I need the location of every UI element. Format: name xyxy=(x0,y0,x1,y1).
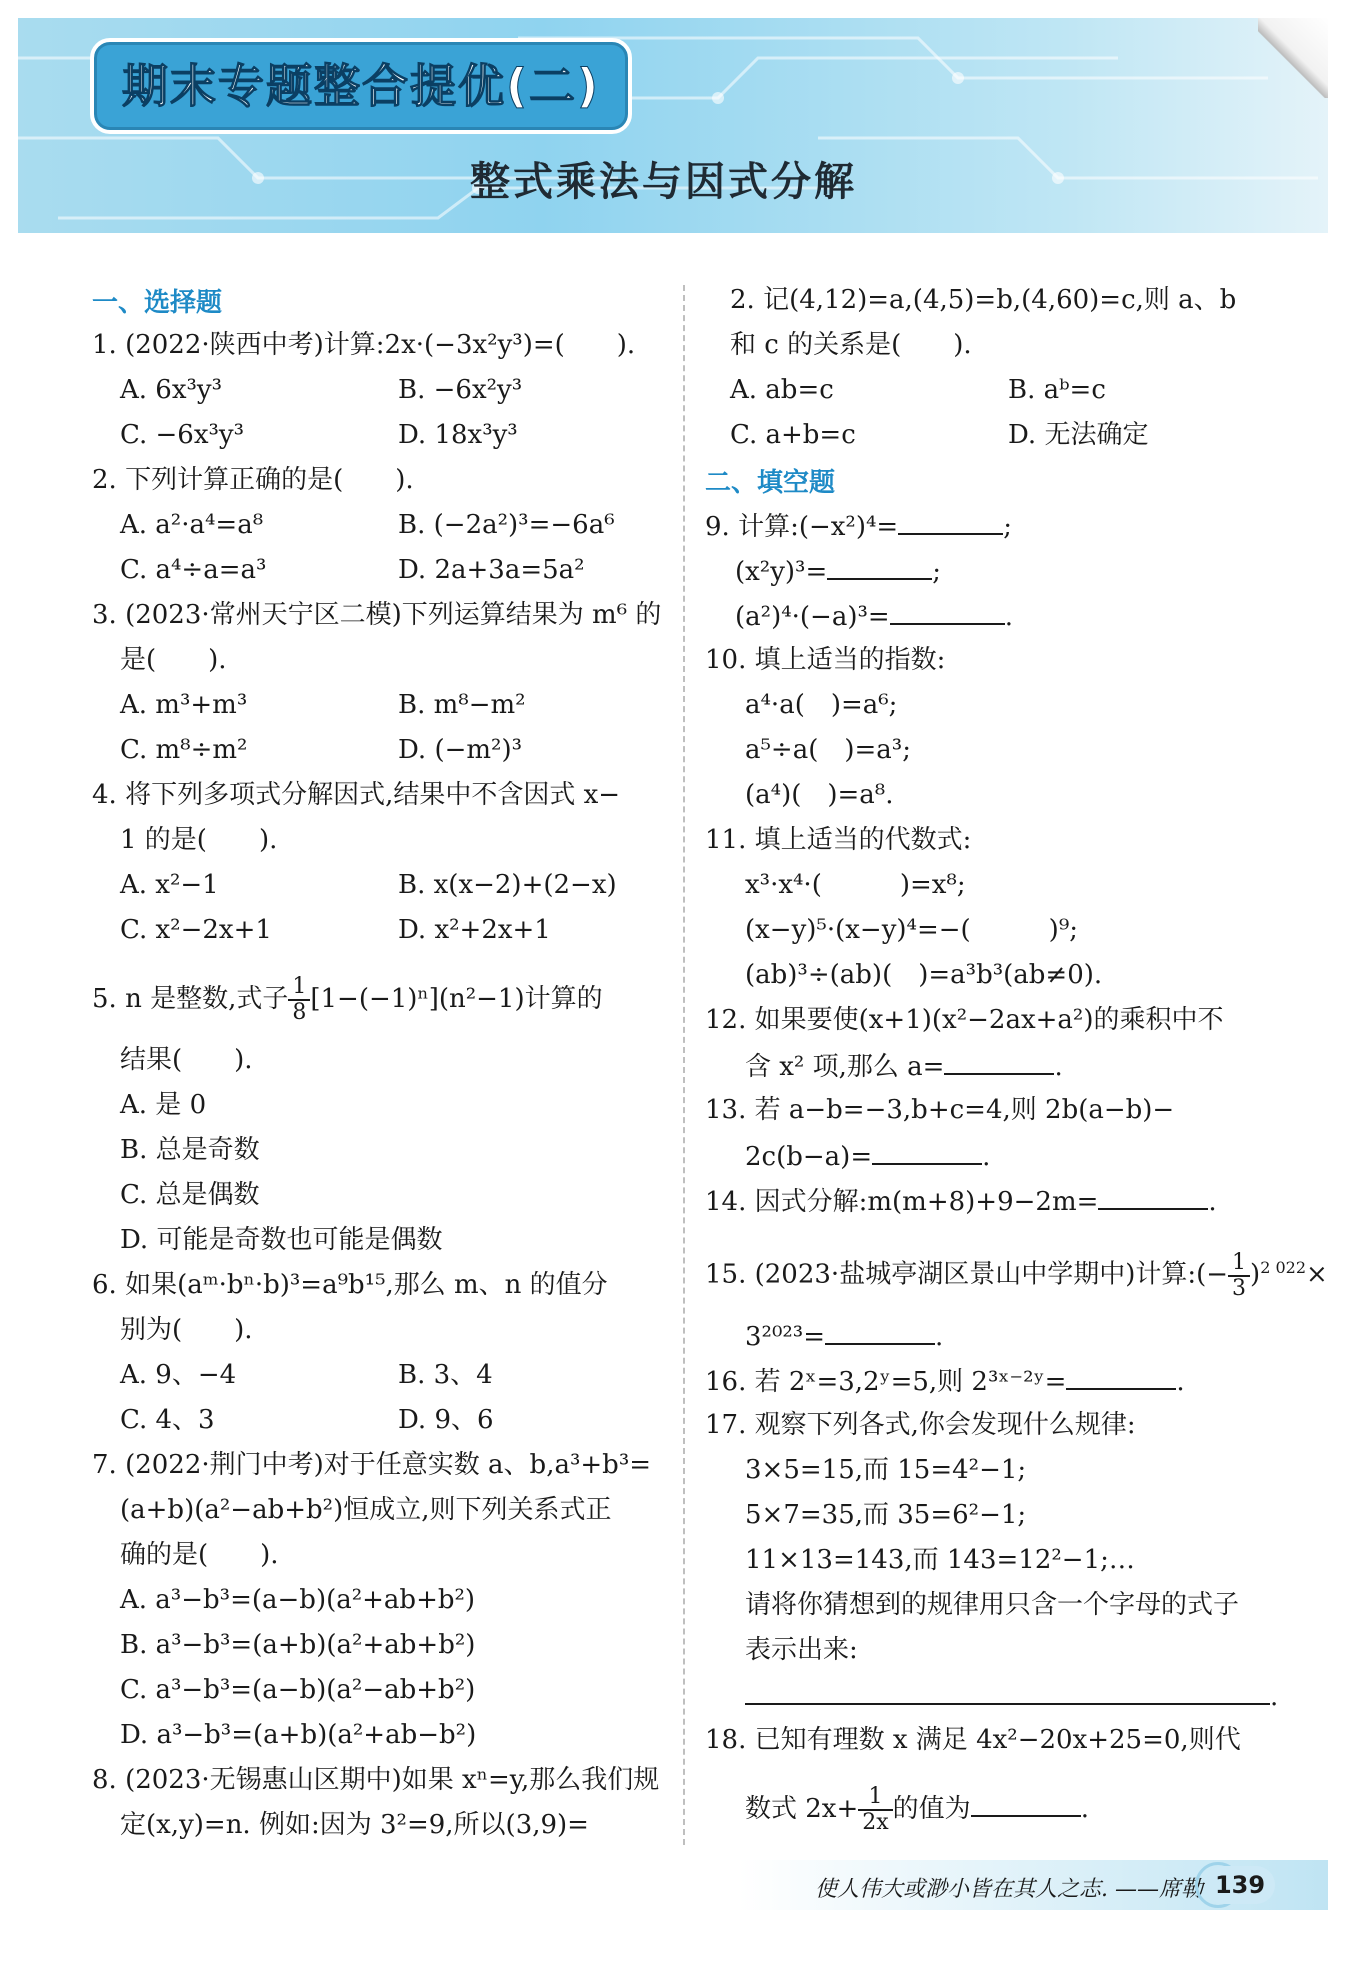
q15-times: × xyxy=(1306,1259,1328,1290)
q11-line-3: (ab)³÷(ab)( )=a³b³(ab≠0). xyxy=(745,960,1103,990)
q9b-semicolon: ; xyxy=(932,557,942,587)
question-3-cont: 是( ). xyxy=(120,645,227,675)
question-8: 8. (2023·无锡惠山区期中)如果 xⁿ=y,那么我们规 xyxy=(92,1765,660,1795)
q1-option-d: D. 18x³y³ xyxy=(398,420,518,450)
question-2: 2. 下列计算正确的是( ). xyxy=(92,465,414,495)
q18-text-b: 的值为 xyxy=(892,1794,971,1824)
column-divider xyxy=(683,285,685,1845)
q17-period: . xyxy=(1270,1682,1279,1712)
q17-line-5: 表示出来: xyxy=(745,1635,858,1665)
q8-option-c: C. a+b=c xyxy=(730,420,856,450)
q4-option-a: A. x²−1 xyxy=(120,870,219,900)
q3-option-d: D. (−m²)³ xyxy=(398,735,523,765)
q5-text-a: 5. n 是整数,式子 xyxy=(92,984,289,1014)
question-18: 18. 已知有理数 x 满足 4x²−20x+25=0,则代 xyxy=(705,1725,1241,1755)
q3-option-c: C. m⁸÷m² xyxy=(120,735,248,765)
q10-line-3: (a⁴)( )=a⁸. xyxy=(745,780,894,810)
q15-cont-text: 3²⁰²³= xyxy=(745,1322,826,1352)
q2-option-b: B. (−2a²)³=−6a⁶ xyxy=(398,510,615,540)
q2-option-d: D. 2a+3a=5a² xyxy=(398,555,585,585)
q11-line-2: (x−y)⁵·(x−y)⁴=−( )⁹; xyxy=(745,915,1078,945)
q18-fraction xyxy=(858,1785,892,1835)
q5-option-b: B. 总是奇数 xyxy=(120,1135,260,1165)
question-15 xyxy=(705,1250,1328,1301)
question-6-cont: 别为( ). xyxy=(120,1315,253,1345)
question-4-cont: 1 的是( ). xyxy=(120,825,278,855)
q12-period: . xyxy=(1054,1052,1063,1082)
question-13-cont xyxy=(745,1137,990,1175)
q15-paren-left: (− xyxy=(1196,1259,1229,1290)
q6-option-c: C. 4、3 xyxy=(120,1405,215,1435)
q9a-blank[interactable] xyxy=(898,507,1003,535)
question-12: 12. 如果要使(x+1)(x²−2ax+a²)的乘积中不 xyxy=(705,1005,1224,1035)
q9b-text: (x²y)³= xyxy=(735,557,828,587)
q15-frac-num: 1 xyxy=(1228,1251,1250,1277)
q18-period: . xyxy=(1080,1794,1089,1824)
q17-blank[interactable] xyxy=(745,1677,1270,1705)
question-9c xyxy=(735,597,1013,635)
q8-sub2-cont: 和 c 的关系是( ). xyxy=(730,330,972,360)
question-9a xyxy=(705,507,1012,545)
question-16 xyxy=(705,1362,1185,1400)
q17-answer-line xyxy=(745,1677,1278,1715)
q1-option-c: C. −6x³y³ xyxy=(120,420,245,450)
page-number: 139 xyxy=(1205,1866,1275,1904)
q6-option-a: A. 9、−4 xyxy=(120,1360,237,1390)
q15-fraction xyxy=(1228,1251,1250,1301)
chapter-tag-text: 期末专题整合提优(二) xyxy=(122,59,601,113)
page-curl xyxy=(1258,18,1328,98)
q7-option-d: D. a³−b³=(a+b)(a²+ab−b²) xyxy=(120,1720,477,1750)
q7-option-b: B. a³−b³=(a+b)(a²+ab+b²) xyxy=(120,1630,476,1660)
q6-option-b: B. 3、4 xyxy=(398,1360,493,1390)
q10-line-1: a⁴·a( )=a⁶; xyxy=(745,690,898,720)
q18-frac-den: 2x xyxy=(862,1810,889,1835)
question-6: 6. 如果(aᵐ·bⁿ·b)³=a⁹b¹⁵,那么 m、n 的值分 xyxy=(92,1270,608,1300)
q15-blank[interactable] xyxy=(825,1317,935,1345)
q5-fraction xyxy=(288,975,310,1025)
q6-option-d: D. 9、6 xyxy=(398,1405,494,1435)
q1-option-b: B. −6x²y³ xyxy=(398,375,523,405)
q8-option-d: D. 无法确定 xyxy=(1008,420,1149,450)
q2-option-a: A. a²·a⁴=a⁸ xyxy=(120,510,264,540)
q17-line-2: 5×7=35,而 35=6²−1; xyxy=(745,1500,1027,1530)
q10-line-2: a⁵÷a( )=a³; xyxy=(745,735,911,765)
q16-period: . xyxy=(1176,1367,1185,1397)
q4-option-c: C. x²−2x+1 xyxy=(120,915,272,945)
q5-option-d: D. 可能是奇数也可能是偶数 xyxy=(120,1225,443,1255)
q17-line-4: 请将你猜想到的规律用只含一个字母的式子 xyxy=(745,1590,1240,1620)
section-heading-fill: 二、填空题 xyxy=(705,468,836,498)
q9c-blank[interactable] xyxy=(890,597,1005,625)
question-17: 17. 观察下列各式,你会发现什么规律: xyxy=(705,1410,1136,1440)
q5-option-c: C. 总是偶数 xyxy=(120,1180,260,1210)
question-7: 7. (2022·荆门中考)对于任意实数 a、b,a³+b³= xyxy=(92,1450,652,1480)
question-5 xyxy=(92,975,603,1025)
q5-option-a: A. 是 0 xyxy=(120,1090,207,1120)
q15-frac-den: 3 xyxy=(1232,1275,1247,1301)
q12-text: 含 x² 项,那么 a= xyxy=(745,1052,945,1082)
q3-option-b: B. m⁸−m² xyxy=(398,690,526,720)
question-8-cont: 定(x,y)=n. 例如:因为 3²=9,所以(3,9)= xyxy=(120,1810,589,1840)
q8-option-b: B. aᵇ=c xyxy=(1008,375,1106,405)
q15-exponent: 2 022 xyxy=(1260,1258,1306,1277)
q1-option-a: A. 6x³y³ xyxy=(120,375,223,405)
question-14 xyxy=(705,1182,1217,1220)
q15-text: 15. (2023·盐城亭湖区景山中学期中)计算: xyxy=(705,1259,1197,1290)
question-9b xyxy=(735,552,941,590)
q9c-text: (a²)⁴·(−a)³= xyxy=(735,602,890,632)
q13-blank[interactable] xyxy=(872,1137,982,1165)
question-3: 3. (2023·常州天宁区二模)下列运算结果为 m⁶ 的 xyxy=(92,600,662,630)
q16-blank[interactable] xyxy=(1066,1362,1176,1390)
q5-frac-den: 8 xyxy=(292,1000,307,1025)
q2-option-c: C. a⁴÷a=a³ xyxy=(120,555,267,585)
q11-line-1: x³·x⁴·( )=x⁸; xyxy=(745,870,966,900)
q17-line-1: 3×5=15,而 15=4²−1; xyxy=(745,1455,1027,1485)
q12-blank[interactable] xyxy=(944,1047,1054,1075)
q5-text-b: [1−(−1)ⁿ](n²−1)计算的 xyxy=(310,984,603,1014)
question-15-cont xyxy=(745,1317,943,1355)
question-10: 10. 填上适当的指数: xyxy=(705,645,946,675)
question-1: 1. (2022·陕西中考)计算:2x·(−3x²y³)=( ). xyxy=(92,330,636,360)
footer-quote: 使人伟大或渺小皆在其人之志. ——席勒 xyxy=(815,1877,1203,1902)
question-12-cont xyxy=(745,1047,1063,1085)
page-subtitle: 整式乘法与因式分解 xyxy=(470,159,857,205)
q16-text: 16. 若 2ˣ=3,2ʸ=5,则 2³ˣ⁻²ʸ= xyxy=(705,1367,1067,1397)
q8-sub2: 2. 记(4,12)=a,(4,5)=b,(4,60)=c,则 a、b xyxy=(730,285,1237,315)
question-13: 13. 若 a−b=−3,b+c=4,则 2b(a−b)− xyxy=(705,1095,1175,1125)
q3-option-a: A. m³+m³ xyxy=(120,690,248,720)
question-7-cont1: (a+b)(a²−ab+b²)恒成立,则下列关系式正 xyxy=(120,1495,612,1525)
q9b-blank[interactable] xyxy=(827,552,932,580)
q18-frac-num: 1 xyxy=(858,1785,892,1811)
q7-option-c: C. a³−b³=(a−b)(a²−ab+b²) xyxy=(120,1675,476,1705)
q14-text: 14. 因式分解:m(m+8)+9−2m= xyxy=(705,1187,1099,1217)
question-18-cont xyxy=(745,1785,1089,1835)
q9a-semicolon: ; xyxy=(1003,512,1012,542)
q9c-period: . xyxy=(1004,602,1013,632)
q4-option-d: D. x²+2x+1 xyxy=(398,915,551,945)
chapter-tag xyxy=(90,38,632,134)
q13-text: 2c(b−a)= xyxy=(745,1142,873,1172)
q17-line-3: 11×13=143,而 143=12²−1;… xyxy=(745,1545,1135,1575)
q18-text-a: 数式 2x+ xyxy=(745,1794,859,1824)
q7-option-a: A. a³−b³=(a−b)(a²+ab+b²) xyxy=(120,1585,476,1615)
question-4: 4. 将下列多项式分解因式,结果中不含因式 x− xyxy=(92,780,621,810)
section-heading-choice: 一、选择题 xyxy=(92,288,223,318)
q14-period: . xyxy=(1208,1187,1217,1217)
question-5-cont: 结果( ). xyxy=(120,1045,253,1075)
q13-period: . xyxy=(982,1142,991,1172)
q8-option-a: A. ab=c xyxy=(730,375,834,405)
q15-period: . xyxy=(935,1322,944,1352)
question-11: 11. 填上适当的代数式: xyxy=(705,825,972,855)
q9a-text: 9. 计算:(−x²)⁴= xyxy=(705,512,899,542)
q15-paren-right: ) xyxy=(1250,1259,1261,1290)
question-7-cont2: 确的是( ). xyxy=(120,1540,279,1570)
q14-blank[interactable] xyxy=(1098,1182,1208,1210)
q4-option-b: B. x(x−2)+(2−x) xyxy=(398,870,617,900)
q5-frac-num: 1 xyxy=(288,975,310,1001)
q18-blank[interactable] xyxy=(971,1789,1081,1817)
